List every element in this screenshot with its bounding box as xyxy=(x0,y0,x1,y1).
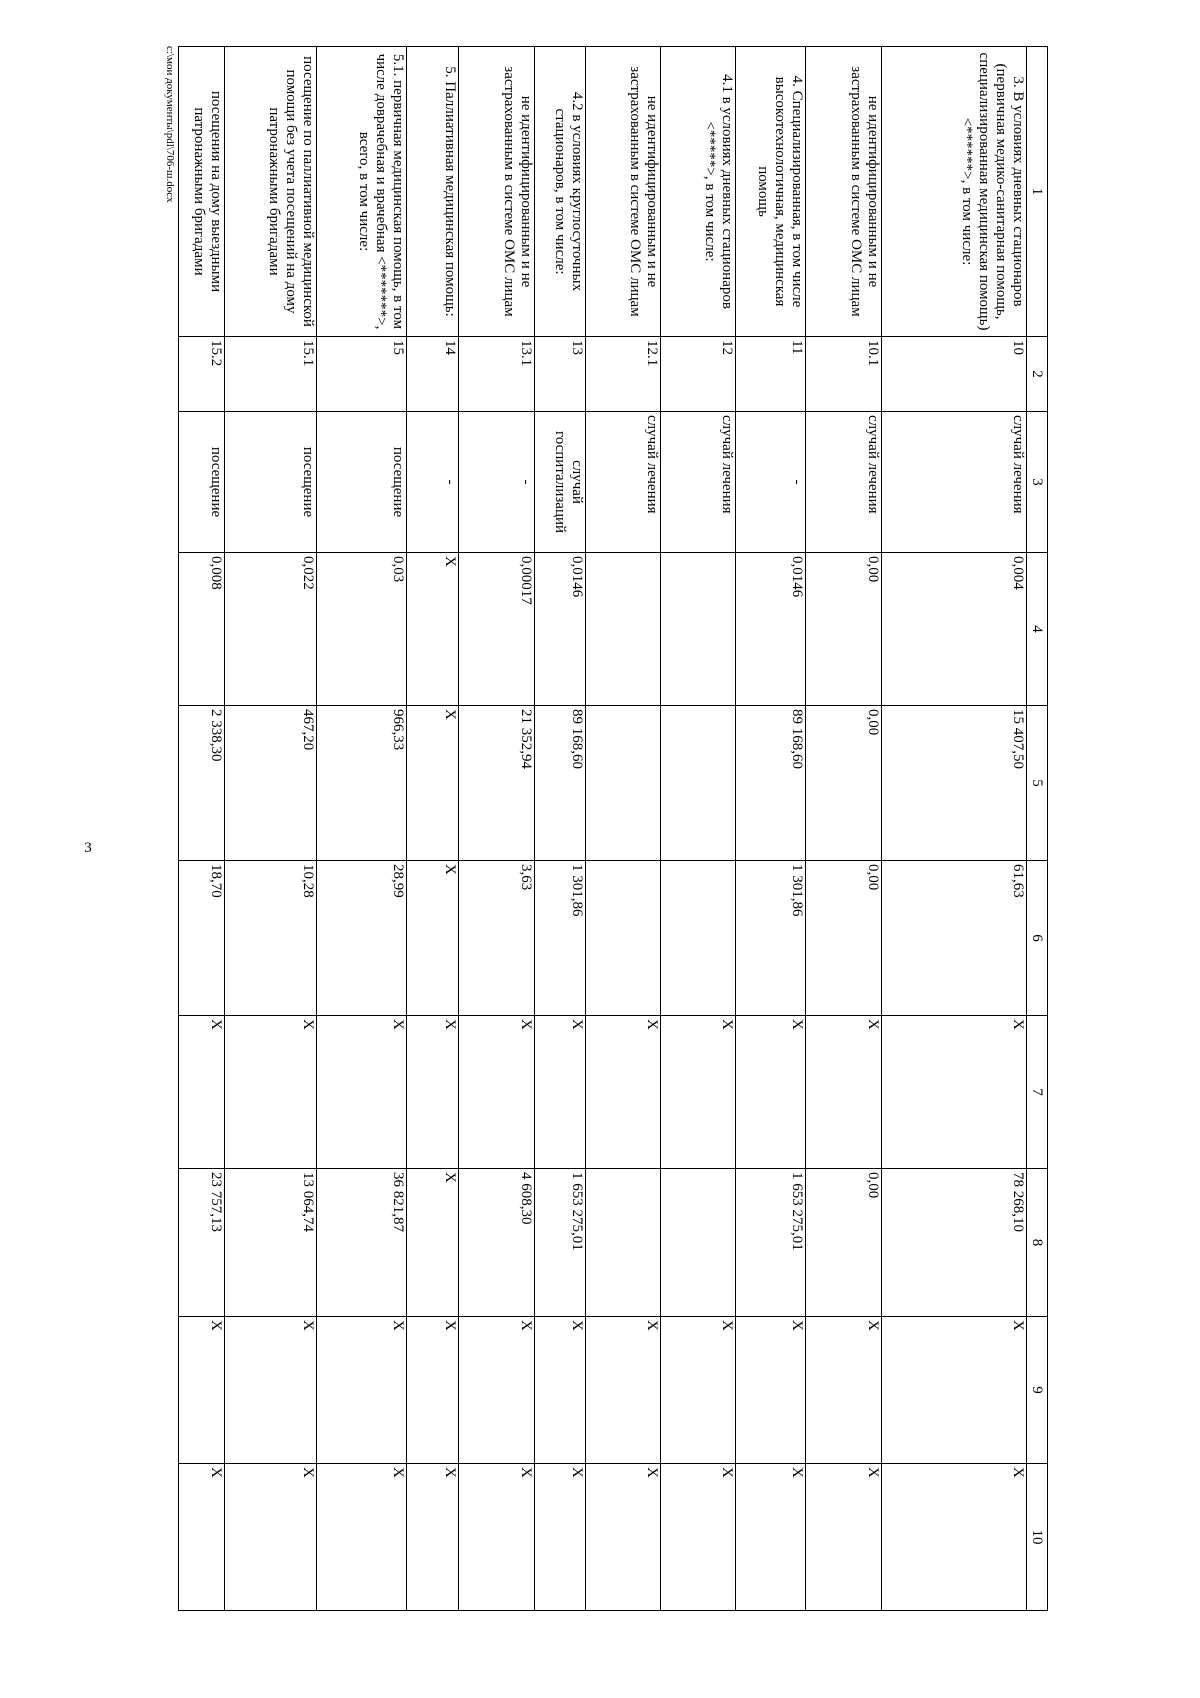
table-cell-c5: 89 168,60 xyxy=(736,706,806,861)
table-cell-name: не идентифицированным и не застрахованным в системе ОМС лицам xyxy=(585,47,660,337)
table-cell-c4: X xyxy=(407,553,459,706)
table-cell-c7: X xyxy=(661,1016,736,1169)
table-cell-c8 xyxy=(661,1169,736,1317)
table-cell-c10: X xyxy=(407,1464,459,1611)
table-cell-c9: X xyxy=(225,1317,317,1464)
table-cell-c7: X xyxy=(317,1016,407,1169)
table-cell-unit: случай лечения xyxy=(806,412,881,553)
table-cell-code: 15.2 xyxy=(179,337,225,412)
table-cell-c9: X xyxy=(534,1317,585,1464)
table-cell-c7: X xyxy=(585,1016,660,1169)
table-cell-code: 15 xyxy=(317,337,407,412)
table-cell-c6: 18,70 xyxy=(179,861,225,1016)
table-cell-c10: X xyxy=(459,1464,534,1611)
table-cell-unit: посещение xyxy=(317,412,407,553)
column-header: 9 xyxy=(1027,1317,1048,1464)
document-path-footer: c:\мои документы\рdl\706-ш.docx xyxy=(164,46,176,203)
table-row xyxy=(407,47,459,1611)
column-header: 5 xyxy=(1027,706,1048,861)
table-cell-unit: случай лечения xyxy=(881,412,1026,553)
table-cell-c10: X xyxy=(317,1464,407,1611)
table-cell-name: 5.1. первичная медицинская помощь, в том числе доврачебная и врачебная <*******>, всего, в том числе: xyxy=(317,47,407,337)
page-number: 3 xyxy=(84,840,92,856)
table-cell-c7: X xyxy=(806,1016,881,1169)
table-cell-code: 11 xyxy=(736,337,806,412)
table-row xyxy=(661,47,736,1611)
table-row xyxy=(317,47,407,1611)
table-cell-c8: 36 821,87 xyxy=(317,1169,407,1317)
table-cell-c4: 0,0146 xyxy=(736,553,806,706)
table-cell-c9: X xyxy=(585,1317,660,1464)
table-cell-c5: 966,33 xyxy=(317,706,407,861)
table-cell-c4: 0,00017 xyxy=(459,553,534,706)
table-cell-c7: X xyxy=(459,1016,534,1169)
table-cell-c4: 0,008 xyxy=(179,553,225,706)
table-row xyxy=(585,47,660,1611)
table-cell-name: посещения на дому выездными патронажными бригадами xyxy=(179,47,225,337)
table-cell-c5: 467,20 xyxy=(225,706,317,861)
table-cell-c4 xyxy=(585,553,660,706)
table-cell-c10: X xyxy=(806,1464,881,1611)
table-cell-unit: случай лечения xyxy=(585,412,660,553)
table-cell-c10: X xyxy=(179,1464,225,1611)
table-row xyxy=(736,47,806,1611)
table-cell-c8: X xyxy=(407,1169,459,1317)
table-cell-name: 4.1 в условиях дневных стационаров <*****>, в том числе: xyxy=(661,47,736,337)
column-header: 6 xyxy=(1027,861,1048,1016)
table-cell-unit: - xyxy=(736,412,806,553)
table-cell-unit: - xyxy=(407,412,459,553)
table-cell-c10: X xyxy=(661,1464,736,1611)
table-cell-name: 4. Специализированная, в том числе высокотехнологичная, медицинская помощь xyxy=(736,47,806,337)
table-cell-c7: X xyxy=(736,1016,806,1169)
table-cell-c10: X xyxy=(881,1464,1026,1611)
table-cell-c8: 1 653 275,01 xyxy=(534,1169,585,1317)
table-cell-c6: 1 301,86 xyxy=(534,861,585,1016)
table-cell-unit: посещение xyxy=(225,412,317,553)
table-cell-c8: 23 757,13 xyxy=(179,1169,225,1317)
column-header: 1 xyxy=(1027,47,1048,337)
table-cell-code: 15.1 xyxy=(225,337,317,412)
table-cell-c9: X xyxy=(407,1317,459,1464)
table-cell-c9: X xyxy=(661,1317,736,1464)
table-cell-code: 13 xyxy=(534,337,585,412)
table-cell-c10: X xyxy=(736,1464,806,1611)
table-cell-c6: 28,99 xyxy=(317,861,407,1016)
table-cell-c10: X xyxy=(534,1464,585,1611)
table-cell-c9: X xyxy=(179,1317,225,1464)
column-header: 8 xyxy=(1027,1169,1048,1317)
table-cell-unit: случай госпитализаций xyxy=(534,412,585,553)
table-cell-c6: 10,28 xyxy=(225,861,317,1016)
table-header-row xyxy=(1027,47,1048,1611)
table-cell-c6 xyxy=(585,861,660,1016)
table-cell-name: не идентифицированным и не застрахованным в системе ОМС лицам xyxy=(806,47,881,337)
table-row xyxy=(225,47,317,1611)
table-cell-c4 xyxy=(661,553,736,706)
table-cell-c8: 0,00 xyxy=(806,1169,881,1317)
table-cell-c8 xyxy=(585,1169,660,1317)
table-cell-c5: X xyxy=(407,706,459,861)
table-cell-name: посещение по паллиативной медицинской помощи без учета посещений на дому патронажными бригадами xyxy=(225,47,317,337)
table-cell-c4: 0,022 xyxy=(225,553,317,706)
rotated-page-content xyxy=(164,46,1048,1610)
table-cell-c8: 78 268,10 xyxy=(881,1169,1026,1317)
table-row xyxy=(806,47,881,1611)
table-cell-name: не идентифицированным и не застрахованным в системе ОМС лицам xyxy=(459,47,534,337)
table-cell-code: 12 xyxy=(661,337,736,412)
table-cell-c4: 0,0146 xyxy=(534,553,585,706)
table-cell-unit: - xyxy=(459,412,534,553)
table-cell-unit: случай лечения xyxy=(661,412,736,553)
table-cell-c8: 4 608,30 xyxy=(459,1169,534,1317)
table-row xyxy=(179,47,225,1611)
column-header: 10 xyxy=(1027,1464,1048,1611)
table-cell-c4: 0,03 xyxy=(317,553,407,706)
table-cell-name: 3. В условиях дневных стационаров (первичная медико-санитарная помощь, специализированная медицинская помощь) <******>, в том числе: xyxy=(881,47,1026,337)
table-cell-code: 14 xyxy=(407,337,459,412)
table-cell-c6 xyxy=(661,861,736,1016)
table-cell-c8: 13 064,74 xyxy=(225,1169,317,1317)
table-cell-c10: X xyxy=(225,1464,317,1611)
column-header: 7 xyxy=(1027,1016,1048,1169)
table-cell-c9: X xyxy=(317,1317,407,1464)
table-cell-name: 5. Паллиативная медицинская помощь: xyxy=(407,47,459,337)
table-cell-c4: 0,00 xyxy=(806,553,881,706)
column-header: 4 xyxy=(1027,553,1048,706)
table-cell-c6: 3,63 xyxy=(459,861,534,1016)
table-cell-c7: X xyxy=(225,1016,317,1169)
table-cell-c9: X xyxy=(806,1317,881,1464)
table-cell-c7: X xyxy=(179,1016,225,1169)
table-cell-c4: 0,004 xyxy=(881,553,1026,706)
table-cell-c5: 0,00 xyxy=(806,706,881,861)
table-cell-c9: X xyxy=(881,1317,1026,1464)
table-cell-code: 12.1 xyxy=(585,337,660,412)
table-cell-c8: 1 653 275,01 xyxy=(736,1169,806,1317)
column-header: 3 xyxy=(1027,412,1048,553)
table-row xyxy=(534,47,585,1611)
table-cell-c7: X xyxy=(534,1016,585,1169)
table-cell-c6: X xyxy=(407,861,459,1016)
table-cell-c5: 21 352,94 xyxy=(459,706,534,861)
table-cell-c7: X xyxy=(407,1016,459,1169)
table-cell-c6: 61,63 xyxy=(881,861,1026,1016)
table-cell-c9: X xyxy=(459,1317,534,1464)
table-cell-unit: посещение xyxy=(179,412,225,553)
table-cell-c6: 1 301,86 xyxy=(736,861,806,1016)
financing-table xyxy=(178,46,1048,1611)
table-cell-code: 13.1 xyxy=(459,337,534,412)
table-cell-c5 xyxy=(585,706,660,861)
table-row xyxy=(881,47,1026,1611)
table-cell-c5: 89 168,60 xyxy=(534,706,585,861)
column-header: 2 xyxy=(1027,337,1048,412)
table-cell-c10: X xyxy=(585,1464,660,1611)
table-cell-code: 10 xyxy=(881,337,1026,412)
table-cell-c9: X xyxy=(736,1317,806,1464)
table-cell-code: 10.1 xyxy=(806,337,881,412)
table-cell-c5 xyxy=(661,706,736,861)
table-row xyxy=(459,47,534,1611)
table-cell-c5: 2 338,30 xyxy=(179,706,225,861)
table-cell-name: 4.2 в условиях круглосуточных стационаров, в том числе: xyxy=(534,47,585,337)
table-cell-c7: X xyxy=(881,1016,1026,1169)
table-cell-c6: 0,00 xyxy=(806,861,881,1016)
table-body xyxy=(179,47,1027,1611)
table-cell-c5: 15 407,50 xyxy=(881,706,1026,861)
